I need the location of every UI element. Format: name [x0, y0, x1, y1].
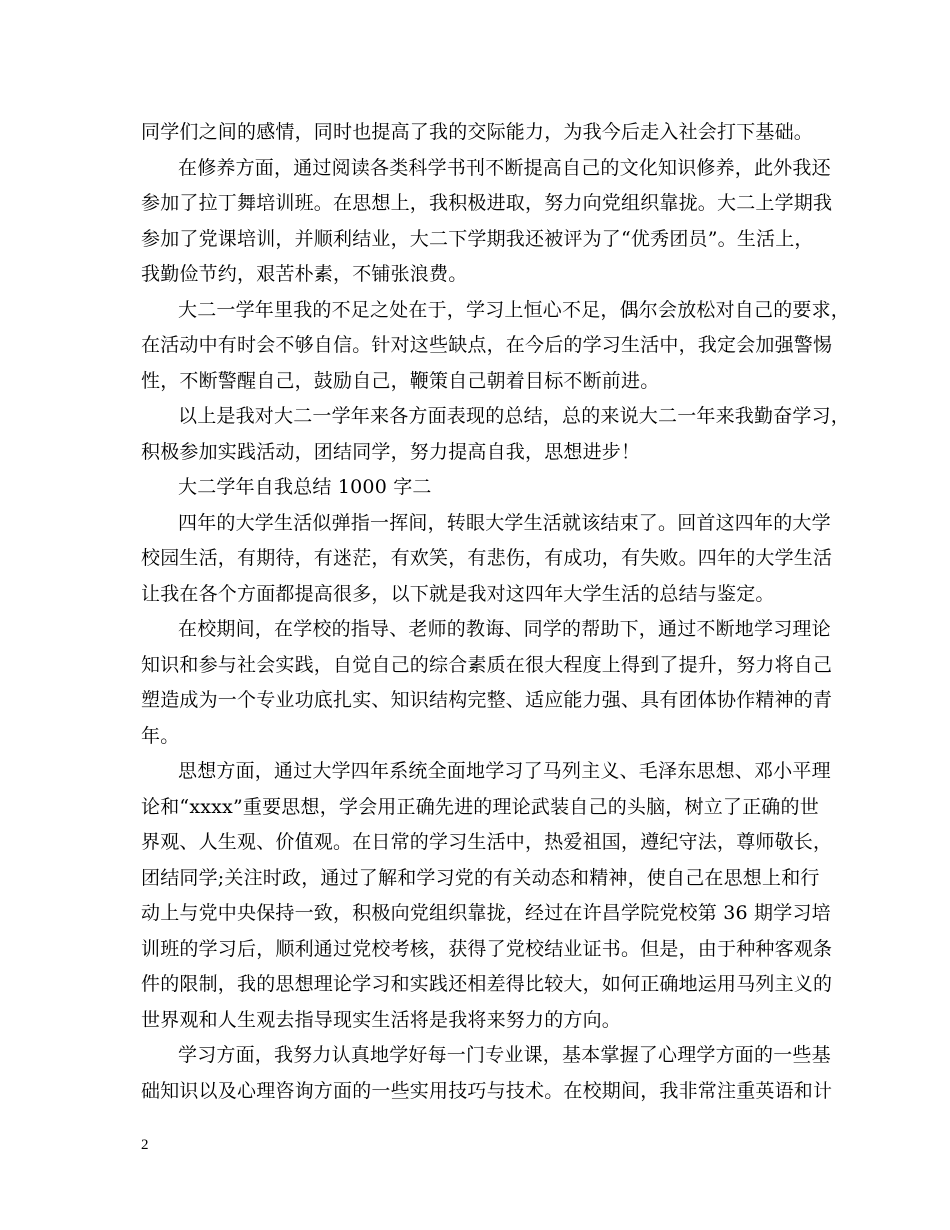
page-number: 2 [141, 1137, 149, 1153]
section-heading: 大二学年自我总结 1000 字二 [178, 476, 432, 498]
text-line: 思想方面，通过大学四年系统全面地学习了马列主义、毛泽东思想、邓小平理 [178, 760, 831, 782]
text-line: 学习方面，我努力认真地学好每一门专业课，基本掌握了心理学方面的一些基 [178, 1044, 831, 1066]
text-line: 团结同学;关注时政，通过了解和学习党的有关动态和精神，使自己在思想上和行 [141, 867, 820, 889]
text-line: 界观、人生观、价值观。在日常的学习生活中，热爱祖国，遵纪守法，尊师敬长， [141, 831, 833, 853]
text-line: 大二一学年里我的不足之处在于，学习上恒心不足，偶尔会放松对自己的要求， [178, 299, 851, 321]
text-line: 件的限制，我的思想理论学习和实践还相差得比较大，如何正确地运用马列主义的 [141, 973, 833, 995]
text-line: 参加了党课培训，并顺利结业，大二下学期我还被评为了“优秀团员”。生活上， [141, 228, 814, 250]
text-line: 我勤俭节约，艰苦朴素，不铺张浪费。 [141, 263, 468, 285]
text-line: 以上是我对大二一学年来各方面表现的总结，总的来说大二一年来我勤奋学习， [178, 405, 851, 427]
text-line: 参加了拉丁舞培训班。在思想上，我积极进取，努力向党组织靠拢。大二上学期我 [141, 192, 833, 214]
text-line: 在活动中有时会不够自信。针对这些缺点，在今后的学习生活中，我定会加强警惕 [141, 334, 833, 356]
text-line: 性，不断警醒自己，鼓励自己，鞭策自己朝着目标不断前进。 [141, 370, 660, 392]
text-line: 塑造成为一个专业功底扎实、知识结构完整、适应能力强、具有团体协作精神的青 [141, 689, 833, 711]
text-line: 在修养方面，通过阅读各类科学书刊不断提高自己的文化知识修养，此外我还 [178, 157, 831, 179]
text-line: 在校期间，在学校的指导、老师的教诲、同学的帮助下，通过不断地学习理论 [178, 618, 831, 640]
text-line: 动上与党中央保持一致，积极向党组织靠拢，经过在许昌学院党校第 36 期学习培 [141, 902, 831, 924]
text-line: 校园生活，有期待，有迷茫，有欢笑，有悲伤，有成功，有失败。四年的大学生活 [141, 547, 833, 569]
text-line: 础知识以及心理咨询方面的一些实用技巧与技术。在校期间，我非常注重英语和计 [141, 1080, 833, 1102]
text-line: 让我在各个方面都提高很多，以下就是我对这四年大学生活的总结与鉴定。 [141, 583, 775, 605]
text-line: 训班的学习后，顺利通过党校考核，获得了党校结业证书。但是，由于种种客观条 [141, 938, 833, 960]
text-line: 论和“xxxx”重要思想，学会用正确先进的理论武装自己的头脑，树立了正确的世 [141, 796, 819, 818]
text-line: 同学们之间的感情，同时也提高了我的交际能力，为我今后走入社会打下基础。 [141, 121, 814, 143]
text-line: 世界观和人生观去指导现实生活将是我将来努力的方向。 [141, 1009, 622, 1031]
text-line: 知识和参与社会实践，自觉自己的综合素质在很大程度上得到了提升，努力将自己 [141, 654, 833, 676]
text-line: 四年的大学生活似弹指一挥间，转眼大学生活就该结束了。回首这四年的大学 [178, 512, 831, 534]
text-line: 年。 [141, 725, 180, 747]
text-line: 积极参加实践活动，团结同学，努力提高自我，思想进步！ [141, 441, 641, 463]
